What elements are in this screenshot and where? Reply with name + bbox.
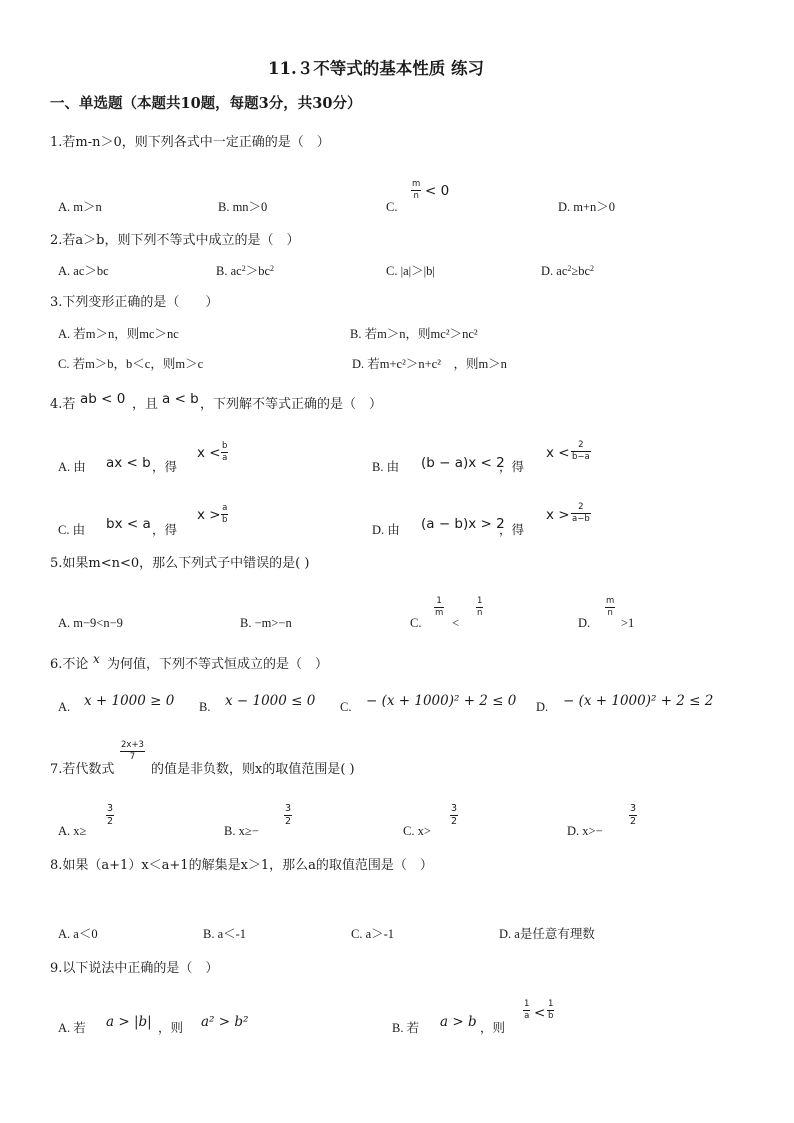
q6-option-a-label: A.: [58, 700, 71, 714]
q4-condition-a-lt-b: a < b: [162, 391, 199, 407]
q5-option-b: B. −m>−n: [240, 616, 292, 630]
q7-fraction: 2x+3 7: [121, 740, 144, 762]
q1-option-d: D. m+n＞0: [558, 200, 616, 214]
q9-option-b-then: ，则: [480, 1021, 506, 1035]
q4-option-b-result: x <: [546, 445, 570, 461]
q4-option-b-de: ，得: [499, 460, 525, 474]
q4-option-c-result: x >: [197, 507, 221, 523]
section-heading: 一、单选题（本题共10题，每题3分，共30分）: [50, 95, 362, 112]
q5-option-d-label: D.: [578, 616, 591, 630]
q4-option-a-result: x <: [197, 445, 221, 461]
q5-option-d-fraction: m n: [606, 596, 615, 618]
q6-option-d-label: D.: [536, 700, 549, 714]
q4-option-b-prefix: B. 由: [372, 460, 400, 474]
q3-option-b: B. 若m＞n，则mc²＞nc²: [350, 327, 478, 341]
q4-option-d-inequality: (a − b)x > 2: [421, 516, 505, 532]
q7-option-a: A. x≥: [58, 824, 87, 838]
q4-option-b-inequality: (b − a)x < 2: [421, 455, 505, 471]
q7-option-b-fraction: 3 2: [285, 803, 292, 827]
q7-stem-suffix: 的值是非负数，则x的取值范围是( ): [151, 762, 355, 777]
q4-option-b-fraction: 2 b−a: [572, 440, 590, 462]
q6-option-c: − (x + 1000)² + 2 ≤ 0: [366, 693, 517, 709]
q1-option-b: B. mn＞0: [218, 200, 268, 214]
q7-option-d-fraction: 3 2: [630, 803, 637, 827]
q8-option-c: C. a＞-1: [351, 927, 395, 941]
q4-option-d-fraction: 2 a−b: [572, 502, 590, 524]
q2-option-a: A. ac＞bc: [58, 264, 109, 278]
page-title: 11.３不等式的基本性质 练习: [268, 59, 484, 78]
q4-option-c-prefix: C. 由: [58, 523, 86, 537]
q9-option-a-result: a² > b²: [201, 1014, 249, 1030]
q6-option-d: − (x + 1000)² + 2 ≤ 2: [563, 693, 714, 709]
q7-option-c: C. x>: [403, 824, 431, 838]
q9-option-b-fraction-2: 1 b: [548, 999, 554, 1021]
q6-option-c-label: C.: [340, 700, 352, 714]
q6-option-a: x + 1000 ≥ 0: [84, 693, 175, 709]
q3-option-c: C. 若m＞b，b＜c，则m＞c: [58, 357, 204, 371]
q3-option-a: A. 若m＞n，则mc＞nc: [58, 327, 179, 341]
fraction-denominator: n: [413, 190, 419, 201]
fraction-numerator: m: [412, 179, 421, 189]
q1-option-c-tail: < 0: [425, 183, 450, 199]
q6-variable-x: x: [93, 652, 100, 666]
q1-option-c-label: C.: [386, 200, 398, 214]
q4-stem-mid: ，且: [132, 397, 159, 412]
q7-option-a-fraction: 3 2: [107, 803, 114, 827]
q5-option-a: A. m−9<n−9: [58, 616, 123, 630]
q4-stem-suffix: ，下列解不等式正确的是（ ）: [200, 397, 383, 412]
q4-option-d-result: x >: [546, 507, 570, 523]
q1-option-a: A. m＞n: [58, 200, 102, 214]
q4-condition-ab: ab < 0: [80, 391, 126, 407]
q9-option-b-fraction-1: 1 a: [524, 999, 530, 1021]
question-9-stem: 9.以下说法中正确的是（ ）: [50, 961, 219, 976]
q9-option-b-prefix: B. 若: [392, 1021, 420, 1035]
q7-option-b: B. x≥−: [224, 824, 259, 838]
q8-option-b: B. a＜-1: [203, 927, 247, 941]
q4-option-c-inequality: bx < a: [106, 516, 151, 532]
question-2-stem: 2.若a＞b，则下列不等式中成立的是（ ）: [50, 233, 300, 248]
q3-option-d: D. 若m+c²＞n+c² ，则m＞n: [352, 357, 507, 371]
q5-option-c-lt: <: [452, 616, 460, 630]
question-3-stem: 3.下列变形正确的是（ ）: [50, 295, 219, 310]
q5-option-c-fraction-2: 1 n: [477, 596, 483, 618]
q5-option-c-fraction-1: 1 m: [435, 596, 444, 618]
q6-stem-suffix: 为何值，下列不等式恒成立的是（ ）: [107, 657, 329, 672]
q5-option-d-tail: >1: [621, 616, 635, 630]
q4-option-c-fraction: a b: [222, 503, 228, 525]
q4-option-a-inequality: ax < b: [106, 455, 151, 471]
q4-option-d-de: ，得: [499, 523, 525, 537]
q8-option-a: A. a＜0: [58, 927, 98, 941]
question-5-stem: 5.如果m<n<0，那么下列式子中错误的是( ): [50, 556, 310, 571]
q6-stem-prefix: 6.不论: [50, 657, 89, 672]
q2-option-b: B. $ac^2>bc^2$: [216, 264, 274, 278]
q5-option-c-label: C.: [410, 616, 422, 630]
q4-option-c-de: ，得: [152, 523, 178, 537]
q4-stem-prefix: 4.若: [50, 397, 76, 412]
q7-option-c-fraction: 3 2: [451, 803, 458, 827]
question-8-stem: 8.如果（a+1）x＜a+1的解集是x＞1，那么a的取值范围是（ ）: [50, 858, 433, 873]
q7-option-d: D. x>−: [567, 824, 603, 838]
question-1-stem: 1.若m-n＞0，则下列各式中一定正确的是（ ）: [50, 135, 330, 150]
q1-option-c-fraction: [411, 180, 421, 200]
q9-option-b-lt: <: [534, 1005, 546, 1021]
q4-option-d-prefix: D. 由: [372, 523, 400, 537]
q2-option-c: C. |a|＞|b|: [386, 264, 435, 278]
q2-option-d: D. $ac^2\ge bc^2$: [541, 264, 595, 278]
q4-option-a-fraction: b a: [222, 441, 228, 463]
q9-option-a-then: ，则: [158, 1021, 184, 1035]
q6-option-b: x − 1000 ≤ 0: [225, 693, 316, 709]
q9-option-a-condition: a > |b|: [106, 1014, 152, 1030]
q7-stem-prefix: 7.若代数式: [50, 762, 115, 777]
q4-option-a-prefix: A. 由: [58, 460, 86, 474]
q9-option-a-prefix: A. 若: [58, 1021, 86, 1035]
q4-option-a-de: ，得: [152, 460, 178, 474]
q9-option-b-condition: a > b: [440, 1014, 477, 1030]
q6-option-b-label: B.: [199, 700, 211, 714]
q8-option-d: D. a是任意有理数: [499, 927, 595, 941]
